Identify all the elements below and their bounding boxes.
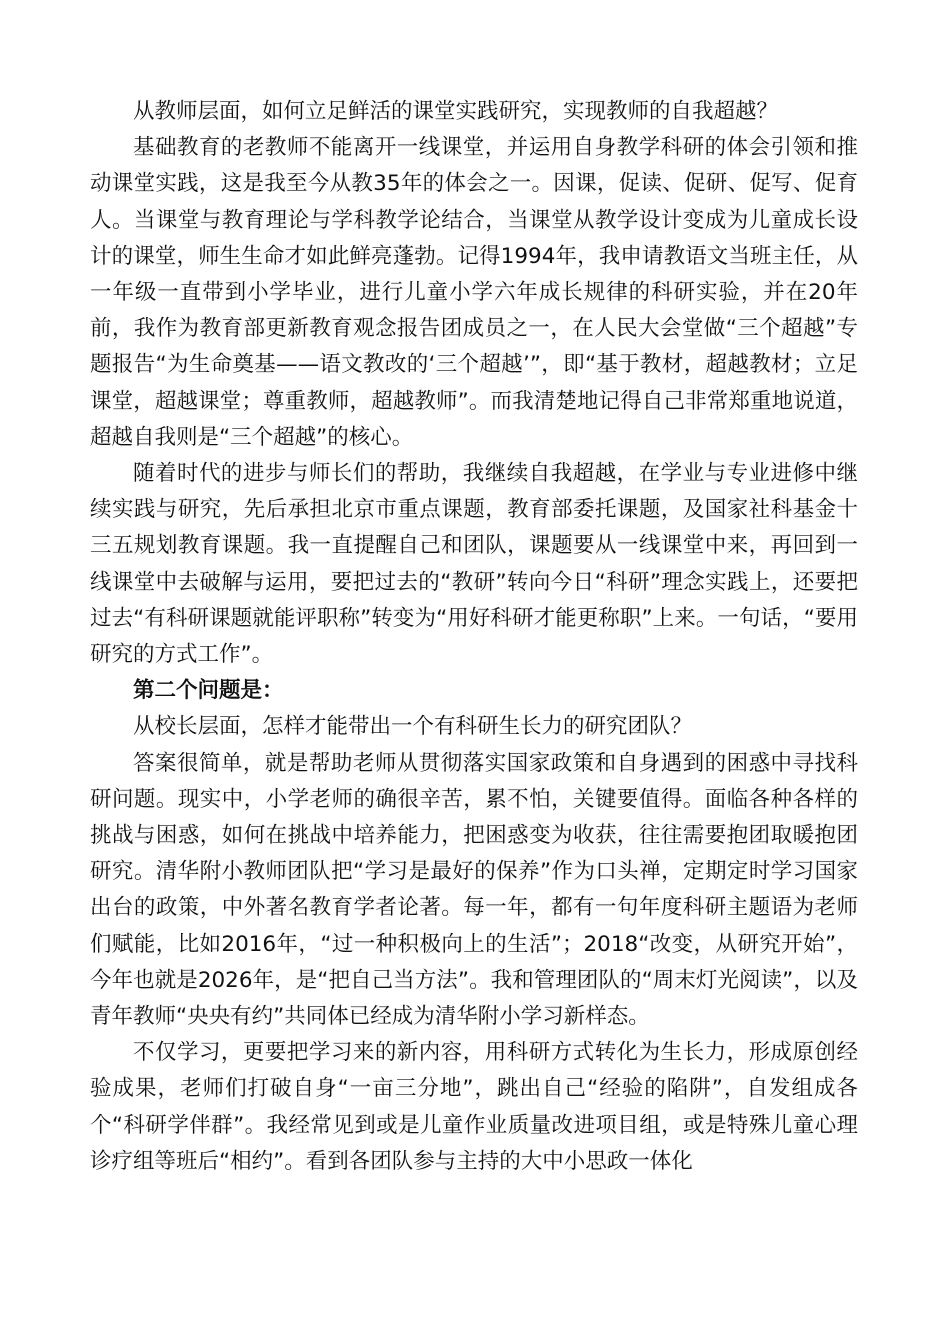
paragraph-answer: 答案很简单，就是帮助老师从贯彻落实国家政策和自身遇到的困惑中寻找科研问题。现实中，小学老师的确很辛苦，累不怕，关键要值得。面临各种各样的挑战与困惑，如何在挑战中培养能力，把困惑变为收获，往往需要抱团取暖抱团研究。清华附小教师团队把“学习是最好的保养”作为口头禅，定期定时学习国家出台的政策，中外著名教育学者论著。每一年，都有一句年度科研主题语为老师们赋能，比如2016年，“过一种积极向上的生活”；2018“改变，从研究开始”，今年也就是2026年，是“把自己当方法”。我和管理团队的“周末灯光阅读”，以及青年教师“央央有约”共同体已经成为清华附小学习新样态。 [90,750,858,1030]
paragraph-question-two: 从校长层面，怎样才能带出一个有科研生长力的研究团队？ [133,714,693,740]
section-heading: 第二个问题是： [133,678,284,704]
paragraph-learning: 不仅学习，更要把学习来的新内容，用科研方式转化为生长力，形成原创经验成果，老师们打破自身“一亩三分地”，跳出自己“经验的陷阱”，自发组成各个“科研学伴群”。我经常见到或是儿童作业质量改进项目组，或是特殊儿童心理诊疗组等班后“相约”。看到各团队参与主持的大中小思政一体化 [90,1040,858,1174]
paragraph-self-transcendence: 随着时代的进步与师长们的帮助，我继续自我超越，在学业与专业进修中继续实践与研究，先后承担北京市重点课题，教育部委托课题，及国家社科基金十三五规划教育课题。我一直提醒自己和团队，课题要从一线课堂中来，再回到一线课堂中去破解与运用，要把过去的“教研”转向今日“科研”理念实践上，还要把过去“有科研课题就能评职称”转变为“用好科研才能更称职”上来。一句话，“要用研究的方式工作”。 [90,461,858,668]
paragraph-experience: 基础教育的老教师不能离开一线课堂，并运用自身教学科研的体会引领和推动课堂实践，这是我至今从教35年的体会之一。因课，促读、促研、促写、促育人。当课堂与教育理论与学科教学论结合，当课堂从教学设计变成为儿童成长设计的课堂，师生生命才如此鲜亮蓬勃。记得1994年，我申请教语文当班主任，从一年级一直带到小学毕业，进行儿童小学六年成长规律的科研实验，并在20年前，我作为教育部更新教育观念报告团成员之一，在人民大会堂做“三个超越”专题报告“为生命奠基——语文教改的‘三个超越’”，即“基于教材，超越教材；立足课堂，超越课堂；尊重教师，超越教师”。而我清楚地记得自己非常郑重地说道，超越自我则是“三个超越”的核心。 [90,135,858,450]
document-body [90,94,858,1180]
paragraph-question-one: 从教师层面，如何立足鲜活的课堂实践研究，实现教师的自我超越？ [133,99,779,124]
